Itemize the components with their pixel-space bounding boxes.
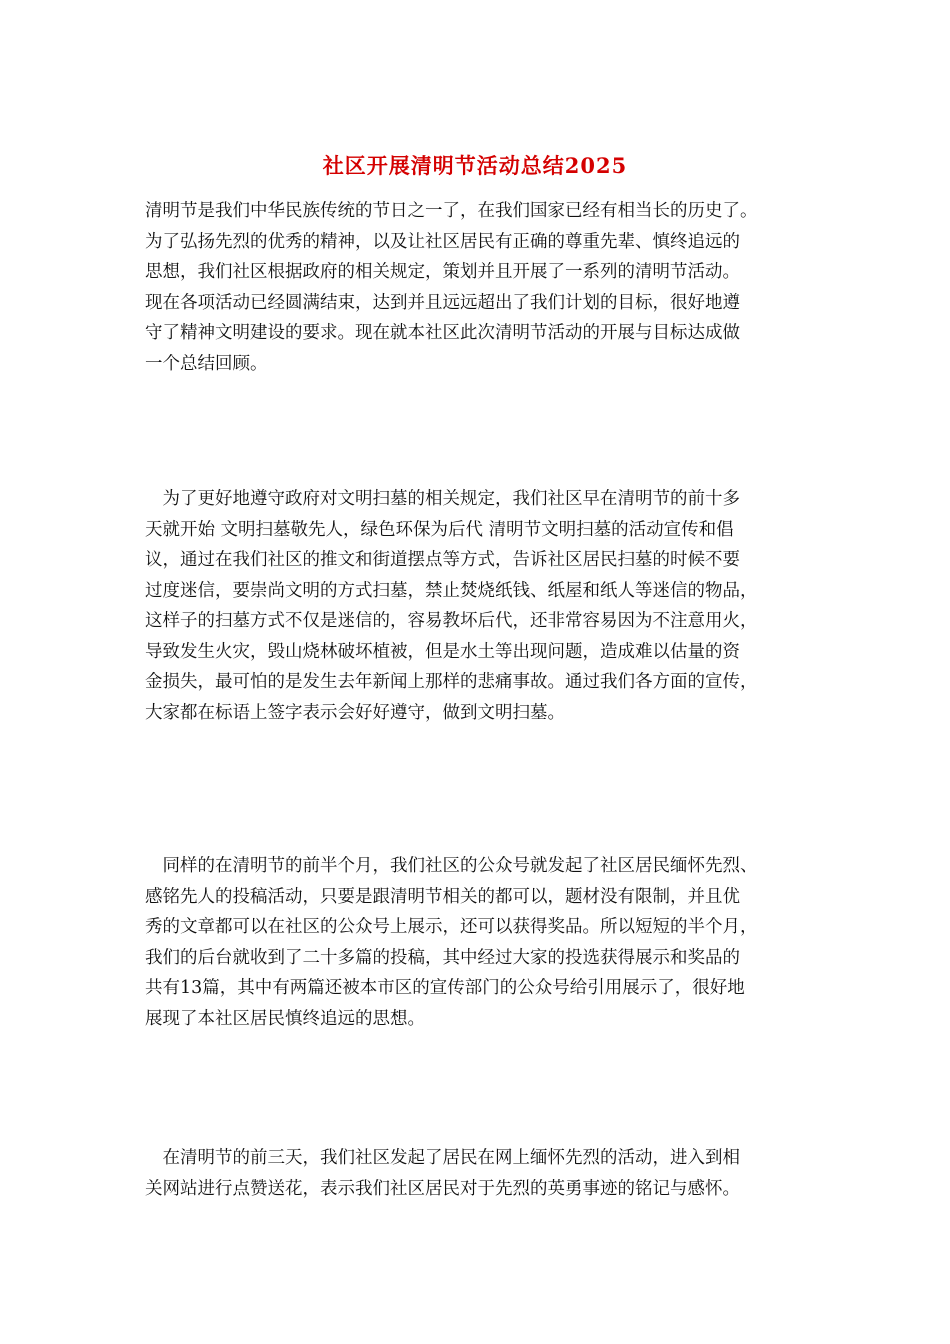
- text-line: 为了弘扬先烈的优秀的精神，以及让社区居民有正确的尊重先辈、慎终追远的: [145, 231, 740, 252]
- text-line: 这样子的扫墓方式不仅是迷信的，容易教坏后代，还非常容易因为不注意用火，: [145, 611, 758, 631]
- text-line: 思想，我们社区根据政府的相关规定，策划并且开展了一系列的清明节活动。: [145, 262, 740, 282]
- paragraph-3: [145, 851, 815, 1034]
- text-line: 金损失，最可怕的是发生去年新闻上那样的悲痛事故。通过我们各方面的宣传，: [145, 672, 758, 692]
- text-line: 大家都在标语上签字表示会好好遵守，做到文明扫墓。: [145, 702, 565, 723]
- text-line: 感铭先人的投稿活动，只要是跟清明节相关的都可以，题材没有限制，并且优: [145, 886, 740, 907]
- document-title: 社区开展清明节活动总结2025: [322, 153, 628, 178]
- text-line: 守了精神文明建设的要求。现在就本社区此次清明节活动的开展与目标达成做: [145, 323, 740, 343]
- text-line: 展现了本社区居民慎终追远的思想。: [145, 1008, 425, 1029]
- text-line: 在清明节的前三天，我们社区发起了居民在网上缅怀先烈的活动，进入到相: [145, 1148, 740, 1168]
- text-line: 天就开始 文明扫墓敬先人，绿色环保为后代 清明节文明扫墓的活动宣传和倡: [145, 519, 734, 540]
- text-line: 共有13篇，其中有两篇还被本市区的宣传部门的公众号给引用展示了，很好地: [145, 978, 745, 998]
- text-line: 我们的后台就收到了二十多篇的投稿，其中经过大家的投选获得展示和奖品的: [145, 947, 740, 968]
- text-line: 导致发生火灾，毁山烧林破坏植被，但是水土等出现问题，造成难以估量的资: [145, 641, 740, 662]
- text-line: 秀的文章都可以在社区的公众号上展示，还可以获得奖品。所以短短的半个月，: [145, 917, 758, 937]
- text-line: 现在各项活动已经圆满结束，达到并且远远超出了我们计划的目标，很好地遵: [145, 292, 740, 313]
- text-line: 为了更好地遵守政府对文明扫墓的相关规定，我们社区早在清明节的前十多: [145, 489, 740, 509]
- text-line: 过度迷信，要崇尚文明的方式扫墓，禁止焚烧纸钱、纸屋和纸人等迷信的物品，: [145, 580, 758, 601]
- paragraph-1: [145, 196, 815, 379]
- paragraph-4: [145, 1143, 815, 1204]
- text-line: 关网站进行点赞送花，表示我们社区居民对于先烈的英勇事迹的铭记与感怀。: [145, 1178, 740, 1199]
- text-line: 清明节是我们中华民族传统的节日之一了，在我们国家已经有相当长的历史了。: [145, 201, 758, 221]
- text-line: 议，通过在我们社区的推文和街道摆点等方式，告诉社区居民扫墓的时候不要: [145, 550, 740, 570]
- paragraph-2: [145, 484, 815, 728]
- text-line: 同样的在清明节的前半个月，我们社区的公众号就发起了社区居民缅怀先烈、: [145, 856, 758, 876]
- text-line: 一个总结回顾。: [145, 353, 268, 374]
